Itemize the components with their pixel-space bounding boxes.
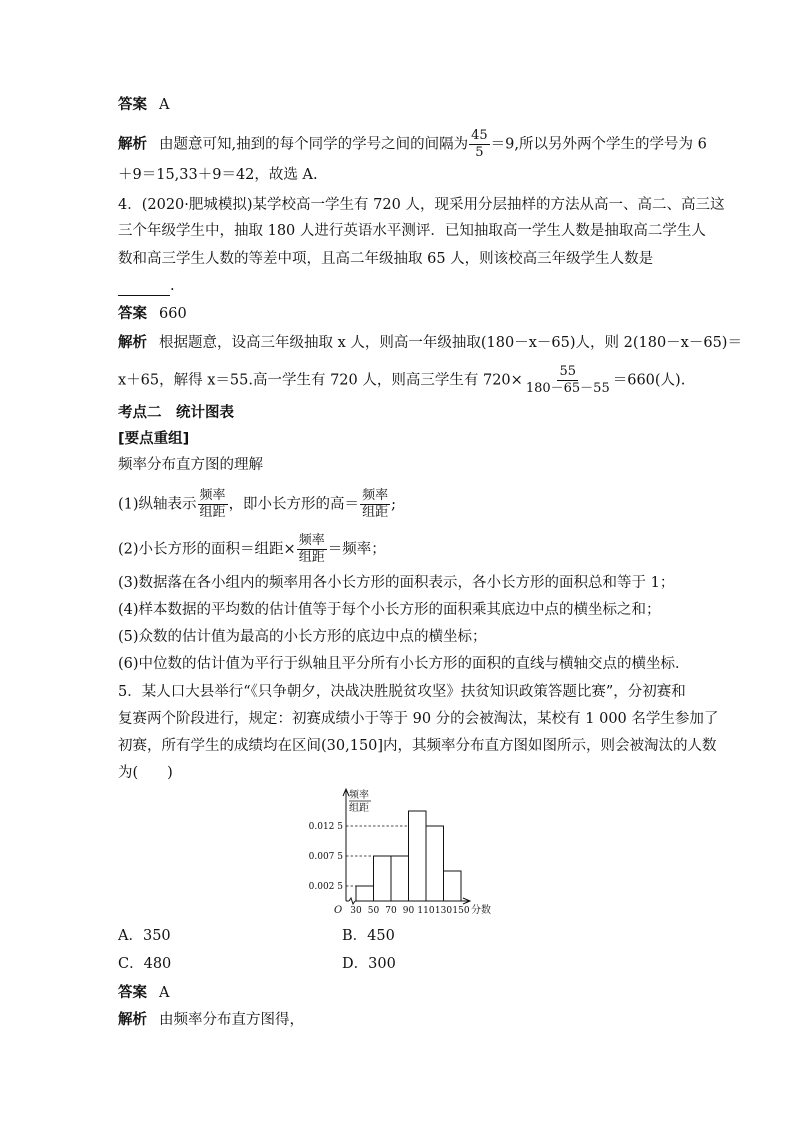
fraction: $\frac{45}{5}$ — [471, 128, 488, 160]
answer-value: A — [159, 985, 170, 1001]
analysis-label: 解析 — [118, 335, 147, 351]
q3-analysis-line-1 — [118, 128, 707, 161]
q4-question-line-4: . — [118, 276, 175, 296]
answer-label: 答案 — [118, 985, 147, 1001]
bar-70-90 — [391, 856, 409, 901]
answer-value: 660 — [159, 306, 187, 322]
q3-analysis-line-2: ＋9＝15,33＋9＝42，故选 A. — [118, 167, 318, 183]
analysis-text: 根据题意，设高三年级抽取 x 人，则高一年级抽取(180－x－65)人，则 2(180－x－65)＝ — [159, 335, 742, 351]
q4-question-line-3: 数和高三学生人数的等差中项，且高二年级抽取 65 人，则该校高三年级学生人数是 — [118, 251, 654, 267]
fraction: $\frac{\text{频率}}{\text{组距}}$ — [362, 488, 389, 520]
point-1: (1)纵轴表示 $\frac{\text{频率}}{\text{组距}}$ ，即小长方形的高＝ $\frac{\text{频率}}{\text{组距}}$ ; — [118, 488, 396, 520]
origin-label: O — [334, 905, 343, 916]
y-axis-label-numerator: 频率 — [349, 790, 369, 801]
x-tick-label: 150 — [452, 906, 470, 916]
analysis-label: 解析 — [118, 136, 147, 153]
y-tick-label: 0.012 5 — [308, 822, 343, 832]
analysis-label: 解析 — [118, 1012, 147, 1028]
frequency-histogram — [298, 786, 498, 921]
point-6: (6)中位数的估计值为平行于纵轴且平分所有小长方形的面积的直线与横轴交点的横坐标． — [118, 656, 690, 672]
bar-110-130 — [426, 826, 444, 901]
q4-analysis-line-2 — [118, 364, 685, 397]
q5-analysis-line — [118, 1010, 304, 1030]
q3-answer-line — [118, 95, 169, 115]
q4-question-line-1: 4．(2020·肥城模拟)某学校高一学生有 720 人，现采用分层抽样的方法从高一、高二、高三这 — [118, 197, 725, 213]
answer-blank — [118, 281, 170, 296]
section-title: 考点二 统计图表 — [118, 405, 234, 421]
key-points-heading: [要点重组] — [118, 431, 190, 447]
q4-analysis-line-1 — [118, 333, 742, 353]
analysis-text: x＋65，解得 x＝55.高一学生有 720 人，则高三学生有 720× — [118, 372, 523, 389]
q5-question-line-2: 复赛两个阶段进行，规定：初赛成绩小于等于 90 分的会被淘汰，某校有 1 000 名学生参加了 — [118, 711, 719, 727]
bar-50-70 — [374, 856, 392, 901]
point-2: (2)小长方形的面积＝组距× $\frac{\text{频率}}{\text{组距}}$ ＝频率； — [118, 533, 386, 565]
fraction: $\frac{\text{频率}}{\text{组距}}$ — [199, 488, 226, 520]
x-tick-label: 130 — [434, 906, 453, 916]
analysis-text: 由频率分布直方图得， — [159, 1012, 304, 1028]
answer-label: 答案 — [118, 306, 147, 322]
analysis-text: 由题意可知,抽到的每个同学的学号之间的间隔为 — [159, 136, 469, 153]
option-b: B．450 — [342, 928, 395, 944]
section-subtitle: 频率分布直方图的理解 — [118, 457, 263, 473]
fraction: $\frac{55}{180-65-55}$ — [525, 364, 610, 396]
bar-90-110 — [409, 811, 427, 901]
analysis-text: ＝9,所以另外两个学生的学号为 6 — [490, 136, 707, 153]
x-tick-label: 110 — [417, 906, 435, 916]
y-axis-label-denominator: 组距 — [349, 803, 369, 814]
bar-30-50 — [356, 886, 374, 901]
x-tick-label: 90 — [402, 906, 415, 916]
x-axis-label: 分数 — [471, 905, 491, 916]
answer-value: A — [159, 97, 170, 113]
option-c: C．480 — [118, 956, 172, 972]
answer-label: 答案 — [118, 97, 147, 113]
point-5: (5)众数的估计值为最高的小长方形的底边中点的横坐标； — [118, 629, 487, 645]
option-d: D．300 — [342, 956, 396, 972]
q5-question-line-3: 初赛，所有学生的成绩均在区间(30,150]内，其频率分布直方图如图所示，则会被淘汰的人数 — [118, 738, 717, 754]
x-tick-label: 30 — [350, 906, 362, 916]
q4-answer-line — [118, 304, 187, 324]
point-4: (4)样本数据的平均数的估计值等于每个小长方形的面积乘其底边中点的横坐标之和； — [118, 602, 661, 618]
q5-answer-line — [118, 983, 169, 1003]
axis-break — [349, 898, 355, 904]
x-tick-label: 50 — [367, 906, 380, 916]
y-tick-label: 0.007 5 — [308, 852, 343, 862]
bar-130-150 — [444, 871, 462, 901]
fraction: $\frac{\text{频率}}{\text{组距}}$ — [298, 533, 325, 565]
analysis-text: ＝660(人). — [612, 372, 686, 389]
q5-question-line-4: 为( ) — [118, 765, 173, 781]
option-a: A．350 — [118, 928, 171, 944]
x-tick-label: 70 — [385, 906, 397, 916]
q4-question-line-2: 三个年级学生中，抽取 180 人进行英语水平测评．已知抽取高一学生人数是抽取高二学生人 — [118, 223, 706, 239]
q5-question-line-1: 5．某人口大县举行“《只争朝夕，决战决胜脱贫攻坚》扶贫知识政策答题比赛”，分初赛和 — [118, 684, 686, 700]
point-3: (3)数据落在各小组内的频率用各小长方形的面积表示，各小长方形的面积总和等于 1； — [118, 575, 675, 591]
y-tick-label: 0.002 5 — [308, 882, 343, 892]
